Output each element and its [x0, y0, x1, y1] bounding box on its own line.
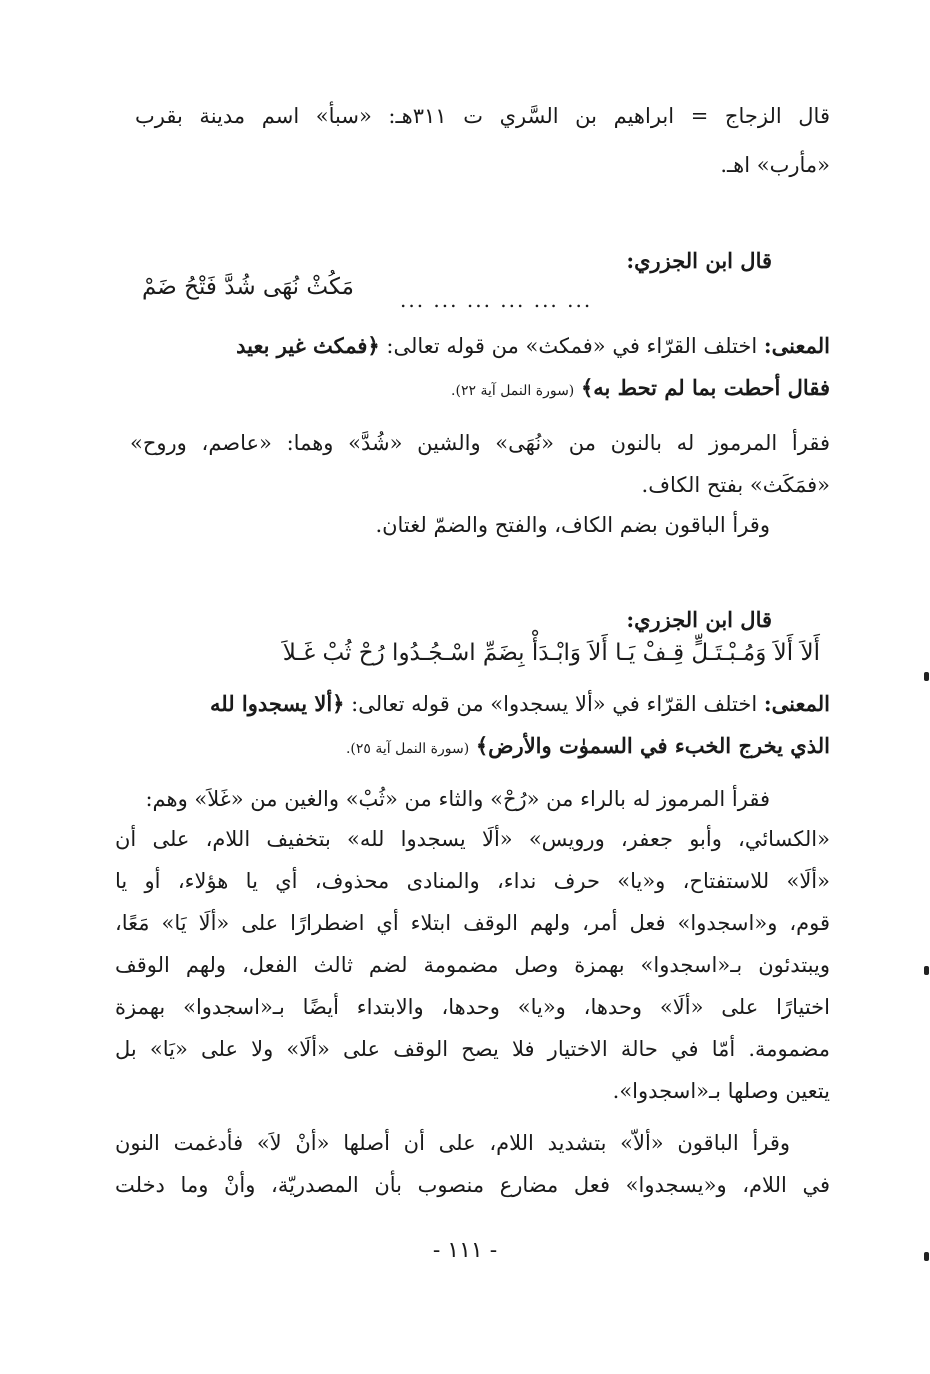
- meaning-line-2: [451, 372, 830, 407]
- remaining-para-line-2: في اللام، و«يسجدوا» فعل مضارع منصوب بأن المصدريّة، وأنْ وما دخلت: [115, 1173, 830, 1197]
- jazari-verse-2: أَلاَ أَلاَ وَمُـبْـتَـلٍّ قِـفْ يَـا أَلاَ وَابْـدَأْ بِضَمِّ اسْـجُـدُوا رُحْ ثُبْ غَـلاَ: [282, 640, 820, 666]
- verse-ellipsis: ... ... ... ... ... ...: [400, 288, 593, 312]
- reading-para-line-1: فقرأ المرموز له بالنون من «نُهَى» والشين «شُدَّ» وهما: «عاصم، وروح»: [130, 431, 830, 455]
- surah-reference: (سورة النمل آية ٢٢).: [451, 383, 575, 399]
- scan-mark: [924, 672, 929, 681]
- reading-para-line-2: «فمَكَث» بفتح الكاف.: [641, 473, 830, 497]
- scan-mark: [924, 966, 929, 975]
- page-number: - ١١١ -: [432, 1238, 498, 1263]
- ibn-jazari-heading-1: قال ابن الجزري:: [626, 248, 772, 273]
- scan-mark: [924, 1252, 929, 1261]
- meaning-label-2: المعنى:: [763, 691, 830, 716]
- meaning-label: المعنى:: [763, 333, 830, 358]
- reading-para2-line-5: ويبتدئون بـ«اسجدوا» بهمزة وصل مضمومة لضم ثالث الفعل، ولهم الوقف: [115, 953, 830, 977]
- quran-verse-part1: ﴿فمكث غير بعيد: [236, 333, 380, 358]
- reading-para2-line-8: يتعين وصلها بـ«اسجدوا».: [612, 1079, 830, 1103]
- ibn-jazari-heading-2: قال ابن الجزري:: [626, 607, 772, 632]
- surah-reference-2: (سورة النمل آية ٢٥).: [345, 741, 470, 757]
- meaning-line-1: [236, 330, 830, 362]
- remaining-para-line-1: وقرأ الباقون «ألاّ» بتشديد اللام، على أن أصلها «أنْ لاَ» فأدغمت النون: [115, 1131, 790, 1155]
- quran-verse-part1-2: ﴿ألا يسجدوا لله: [209, 691, 345, 716]
- reading-para2-line-3: «ألَا» للاستفتاح، و«يا» حرف نداء، والمنادى محذوف، أي يا هؤلاء، أو يا: [115, 869, 830, 893]
- reading-para2-line-7: مضمومة. أمّا في حالة الاختيار فلا يصح الوقف على «ألَا» ولا على «يَا» بل: [115, 1037, 830, 1061]
- meaning-text-2: اختلف القرّاء في «ألا يسجدوا» من قوله تعالى:: [351, 692, 758, 716]
- zajjaj-line-1: قال الزجاج = ابراهيم بن السَّري ت ٣١١هـ: «سبأ» اسم مدينة بقرب: [135, 104, 830, 128]
- zajjaj-line-2: «مأرب» اهـ.: [720, 153, 830, 177]
- reading-para2-line-2: «الكسائي، وأبو جعفر، ورويس» «ألَا يسجدوا لله» بتخفيف اللام، على أن: [115, 827, 830, 851]
- quran-verse-part2-2: الذي يخرج الخبء في السموٰت والأرض﴾: [475, 733, 830, 758]
- jazari-verse-1: مَكُثْ نُهَى شُدَّ فَتْحُ ضَمْ: [142, 274, 354, 300]
- quran-verse-part2: فقال أحطت بما لم تحط به﴾: [580, 375, 830, 400]
- reading-para2-line-1: فقرأ المرموز له بالراء من «رُحْ» والثاء من «ثُبْ» والغين من «غَلاَ» وهم:: [145, 787, 770, 811]
- remaining-readers-line: وقرأ الباقون بضم الكاف، والفتح والضمّ لغتان.: [375, 513, 770, 537]
- meaning-line-3: [210, 688, 830, 720]
- reading-para2-line-6: اختيارًا على «ألَا» وحدها، و«يا» وحدها، والابتداء أيضًا بـ«اسجدوا» بهمزة: [115, 995, 830, 1019]
- reading-para2-line-4: قوم، و«اسجدوا» فعل أمر، ولهم الوقف ابتلاء أي اضطرارًا على «ألَا يَا» مَعًا،: [115, 911, 830, 935]
- meaning-text: اختلف القرّاء في «فمكث» من قوله تعالى:: [386, 334, 758, 358]
- meaning-line-4: [346, 730, 830, 765]
